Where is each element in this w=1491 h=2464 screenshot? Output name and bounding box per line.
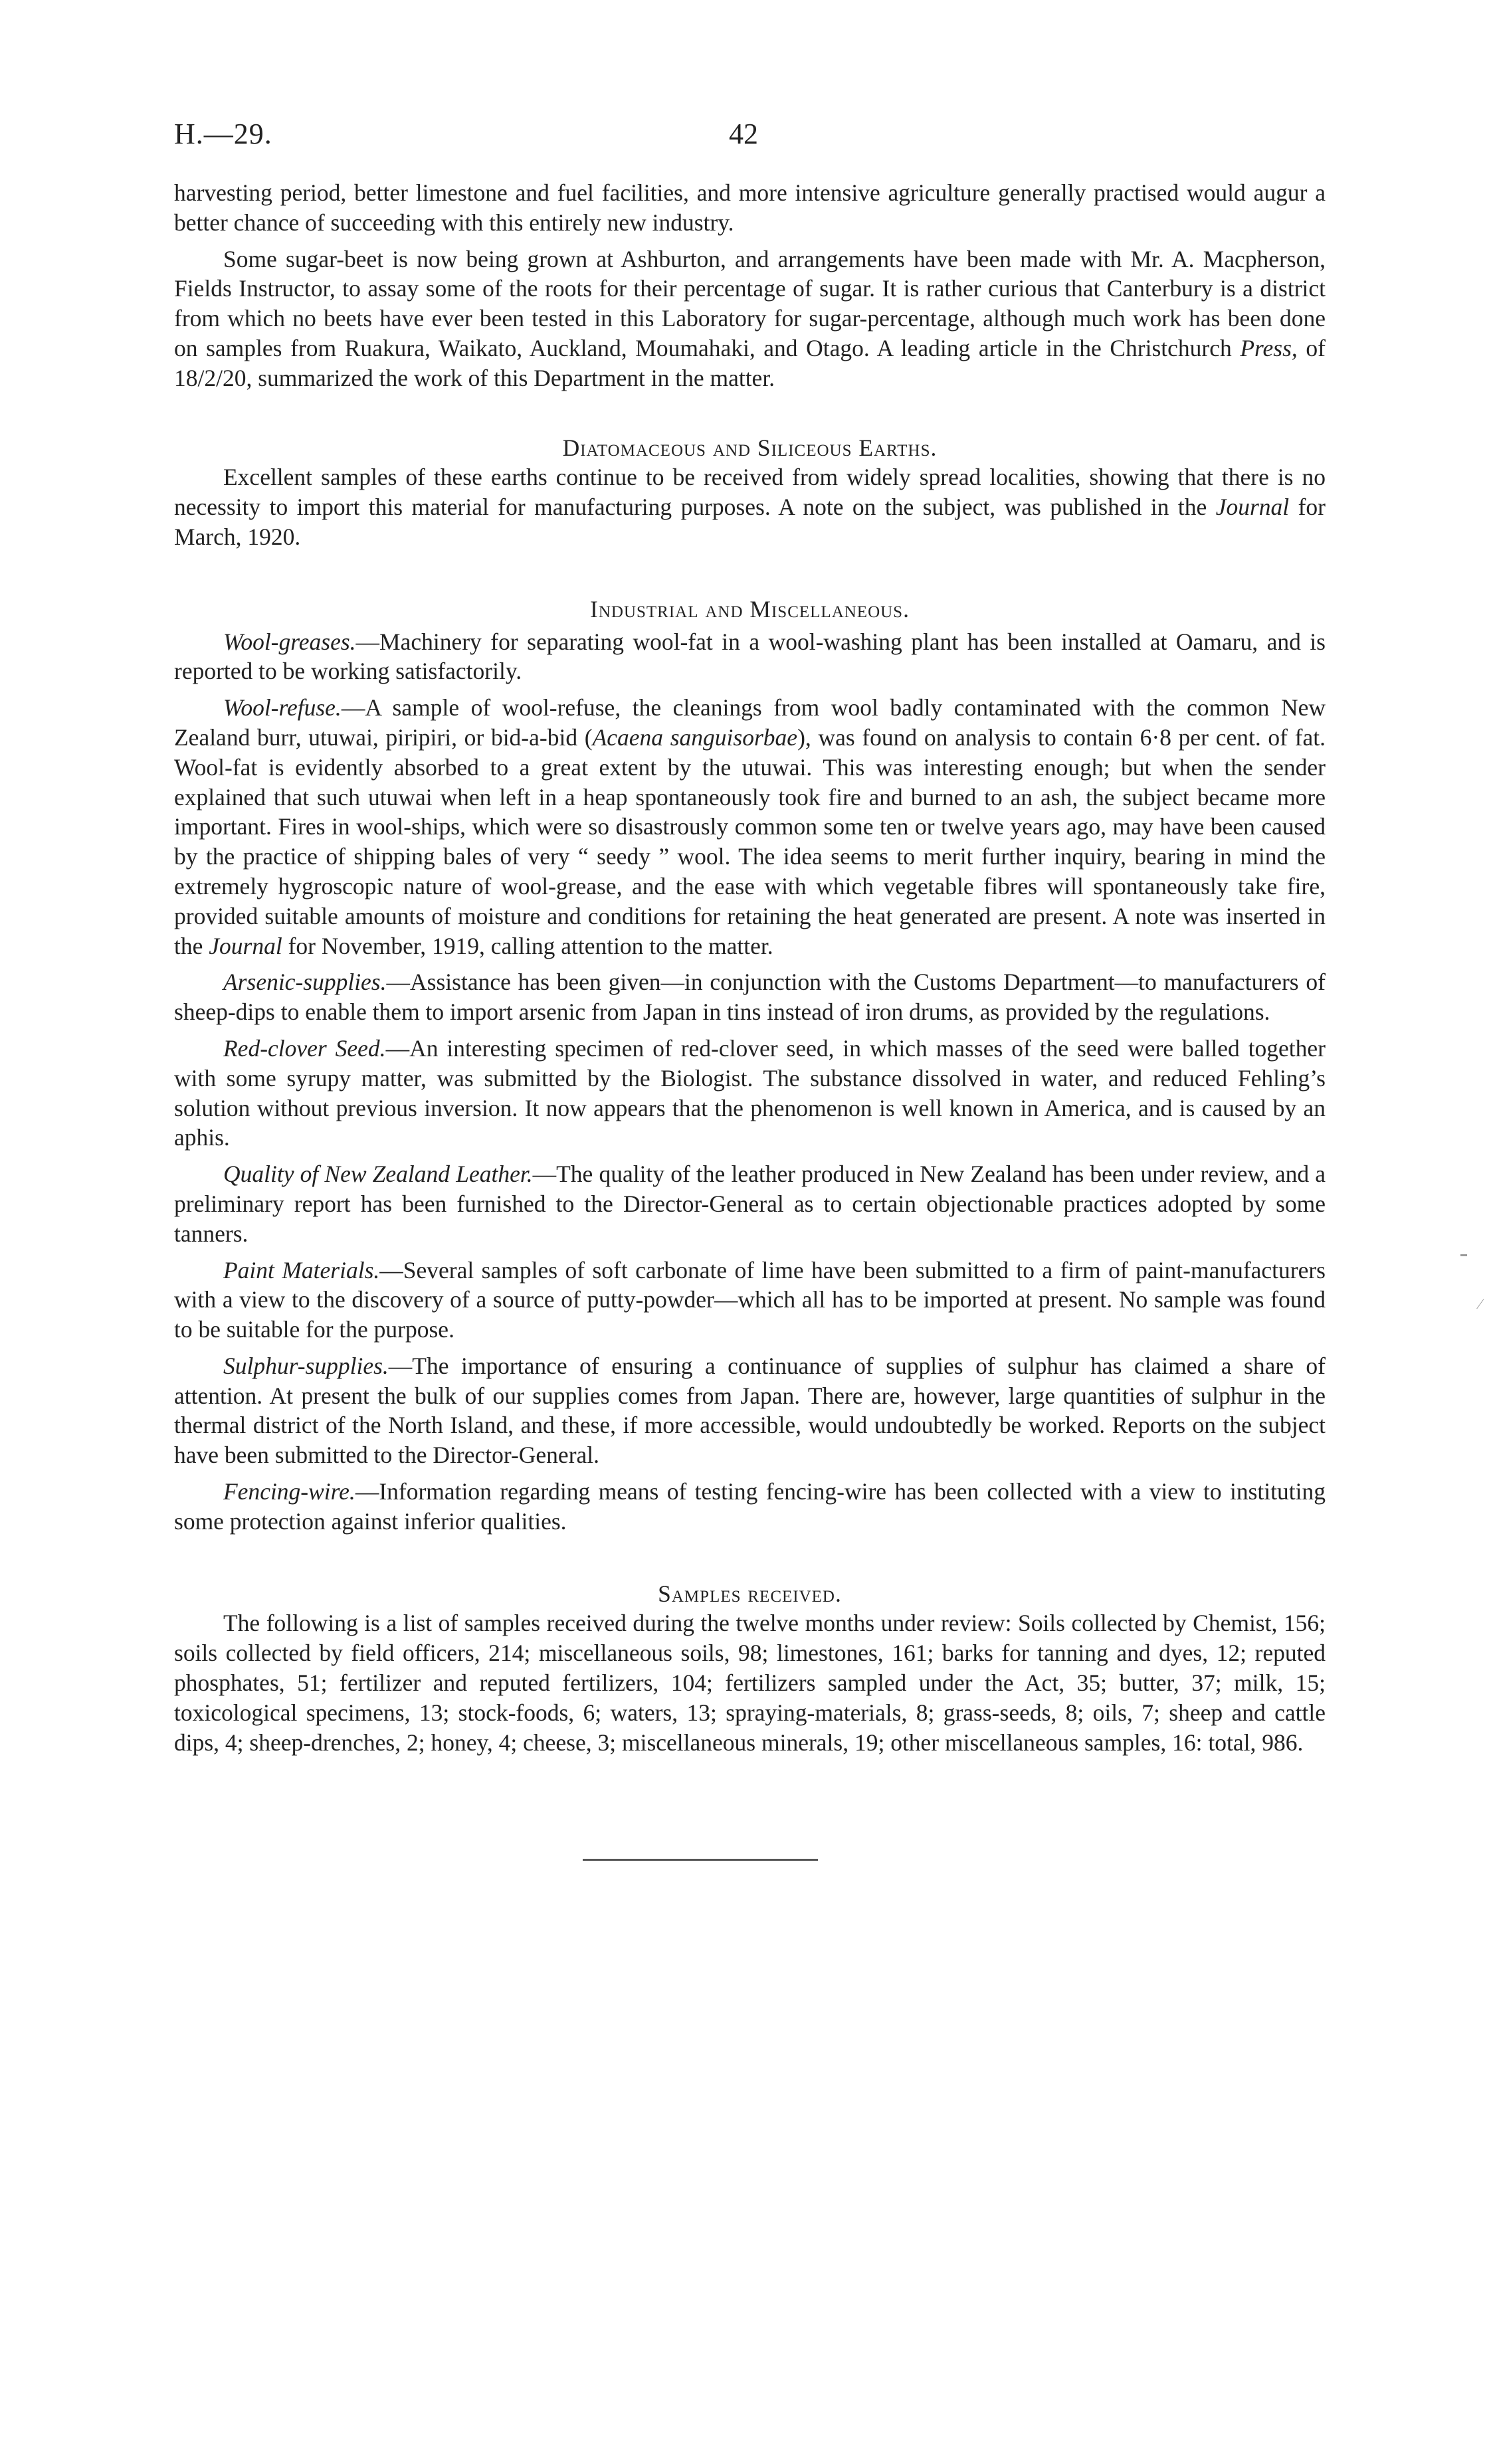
leather-title: Quality of New Zealand Leather. (223, 1161, 533, 1188)
wool-refuse-title: Wool-refuse. (223, 694, 342, 721)
wool-greases-paragraph (174, 627, 1326, 687)
sugar-beet-text-a: Some sugar-beet is now being grown at Ashburton, and arrangements have been made with Mr. A. Macpherson, Fields Instructor, to assay some of the roots for their percentage of sugar. It is rather curious that Canterbury is a district from which no beets have ever been tested in this Laboratory for sugar-percentage, although much work has been done on samples from Ruakura, Waikato, Auckland, Moumahaki, and Otago. A leading article in the Christchurch (174, 245, 1326, 361)
samples-paragraph: The following is a list of samples received during the twelve months under review: Soils collected by Chemist, 156; soils collected by field officers, 214; miscellaneous soils, 98; limestones, 161; barks for tanning and dyes, 12; reputed phosphates, 51; fertilizer and reputed fertilizers, 104; fertilizers sampled under the Act, 35; butter, 37; milk, 15; toxicological specimens, 13; stock-foods, 6; waters, 13; spraying-materials, 8; grass-seeds, 8; oils, 7; sheep and cattle dips, 4; sheep-drenches, 2; honey, 4; cheese, 3; miscellaneous minerals, 19; other miscellaneous samples, 16: total, 986. (174, 1610, 1326, 1756)
wool-refuse-paragraph (174, 693, 1326, 961)
red-clover-paragraph (174, 1034, 1326, 1153)
wool-greases-title: Wool-greases. (223, 628, 356, 655)
page-body (174, 178, 1326, 1757)
wool-refuse-text-a: —A sample of wool-refuse, the cleanings from wool badly contaminated with the common New Zealand burr, utuwai, piripiri, or bid-a-bid ( (174, 694, 1326, 751)
journal-italic-2: Journal (209, 932, 282, 959)
fencing-paragraph (174, 1477, 1326, 1537)
document-code: H.—29. (174, 118, 272, 150)
intro-paragraph-continued: harvesting period, better limestone and fuel facilities, and more intensive agriculture generally practised would augur a better chance of succeeding with this entirely new industry. (174, 179, 1326, 236)
leather-text: —The quality of the leather produced in New Zealand has been under review, and a preliminary report has been furnished to the Director-General as to certain objectionable practices adopted by some tanners. (174, 1161, 1326, 1247)
paint-paragraph (174, 1256, 1326, 1345)
paint-text: —Several samples of soft carbonate of lime have been submitted to a firm of paint-manufacturers with a view to the discovery of a source of putty-powder—which all has to be imported at present. No sample was found to be suitable for the purpose. (174, 1256, 1326, 1343)
wool-refuse-text-b: ), was found on analysis to contain 6·8 per cent. of fat. Wool-fat is evidently absorbed to a great extent by the utuwai. This was interesting enough; but when the sender explained that such utuwai when left in a heap spontaneously took fire and burned to an ash, the subject became more important. Fires in wool-ships, which were so disastrously common some ten or twelve years ago, may have been caused by the practice of shipping bales of very “ seedy ” wool. The idea seems to merit further inquiry, bearing in mind the extremely hygroscopic nature of wool-grease, and the ease with which vegetable fibres will spontaneously take fire, provided suitable amounts of moisture and conditions for retaining the heat generated are present. A note was inserted in the (174, 723, 1326, 959)
diatomaceous-paragraph (174, 462, 1326, 551)
wool-refuse-text-c: for November, 1919, calling attention to the matter. (282, 932, 773, 959)
sulphur-title: Sulphur-supplies. (223, 1352, 389, 1379)
sulphur-paragraph (174, 1351, 1326, 1470)
press-italic: Press, (1240, 334, 1298, 361)
page-number: 42 (729, 118, 758, 150)
leather-paragraph (174, 1159, 1326, 1248)
section-heading-diatomaceous: Diatomaceous and Siliceous Earths. (562, 434, 938, 461)
red-clover-text: —An interesting specimen of red-clover seed, in which masses of the seed were balled together with some syrupy matter, was submitted by the Biologist. The substance dissolved in water, and reduced Fehling’s solution without previous inversion. It now appears that the phenomenon is well known in America, and is caused by an aphis. (174, 1034, 1326, 1151)
paint-title: Paint Materials. (223, 1256, 380, 1283)
diatomaceous-text-b: for March, 1920. (174, 494, 1326, 550)
arsenic-text: —Assistance has been given—in conjunction with the Customs Department—to manufacturers of sheep-dips to enable them to import arsenic from Japan in tins instead of iron drums, as provided by the regulations. (174, 969, 1326, 1026)
closing-rule (583, 1859, 818, 1861)
margin-mark (1460, 1254, 1467, 1256)
red-clover-title: Red-clover Seed. (223, 1034, 386, 1062)
sugar-beet-paragraph (174, 244, 1326, 393)
arsenic-paragraph (174, 967, 1326, 1027)
sugar-beet-text-b: of 18/2/20, summarized the work of this Department in the matter. (174, 334, 1326, 391)
diatomaceous-text-a: Excellent samples of these earths continue to be received from widely spread localities, showing that there is no necessity to import this material for manufacturing purposes. A note on the subject, was published in the (174, 464, 1326, 521)
wool-greases-text: —Machinery for separating wool-fat in a wool-washing plant has been installed at Oamaru, and is reported to be working satisfactorily. (174, 628, 1326, 685)
species-name: Acaena sanguisorbae (592, 723, 798, 751)
journal-italic: Journal (1215, 494, 1290, 521)
fencing-text: —Information regarding means of testing fencing-wire has been collected with a view to instituting some protection against inferior qualities. (174, 1478, 1326, 1535)
section-heading-samples: Samples received. (658, 1580, 842, 1607)
section-heading-industrial: Industrial and Miscellaneous. (590, 595, 910, 622)
sulphur-text: —The importance of ensuring a continuance of supplies of sulphur has claimed a share of attention. At present the bulk of our supplies comes from Japan. There are, however, large quantities of sulphur in the thermal district of the North Island, and these, if more accessible, would undoubtedly be worked. Reports on the subject have been submitted to the Director-General. (174, 1352, 1326, 1469)
margin-mark-2: ⁄ (1479, 1295, 1482, 1312)
fencing-title: Fencing-wire. (223, 1478, 355, 1505)
arsenic-title: Arsenic-supplies. (223, 969, 387, 996)
